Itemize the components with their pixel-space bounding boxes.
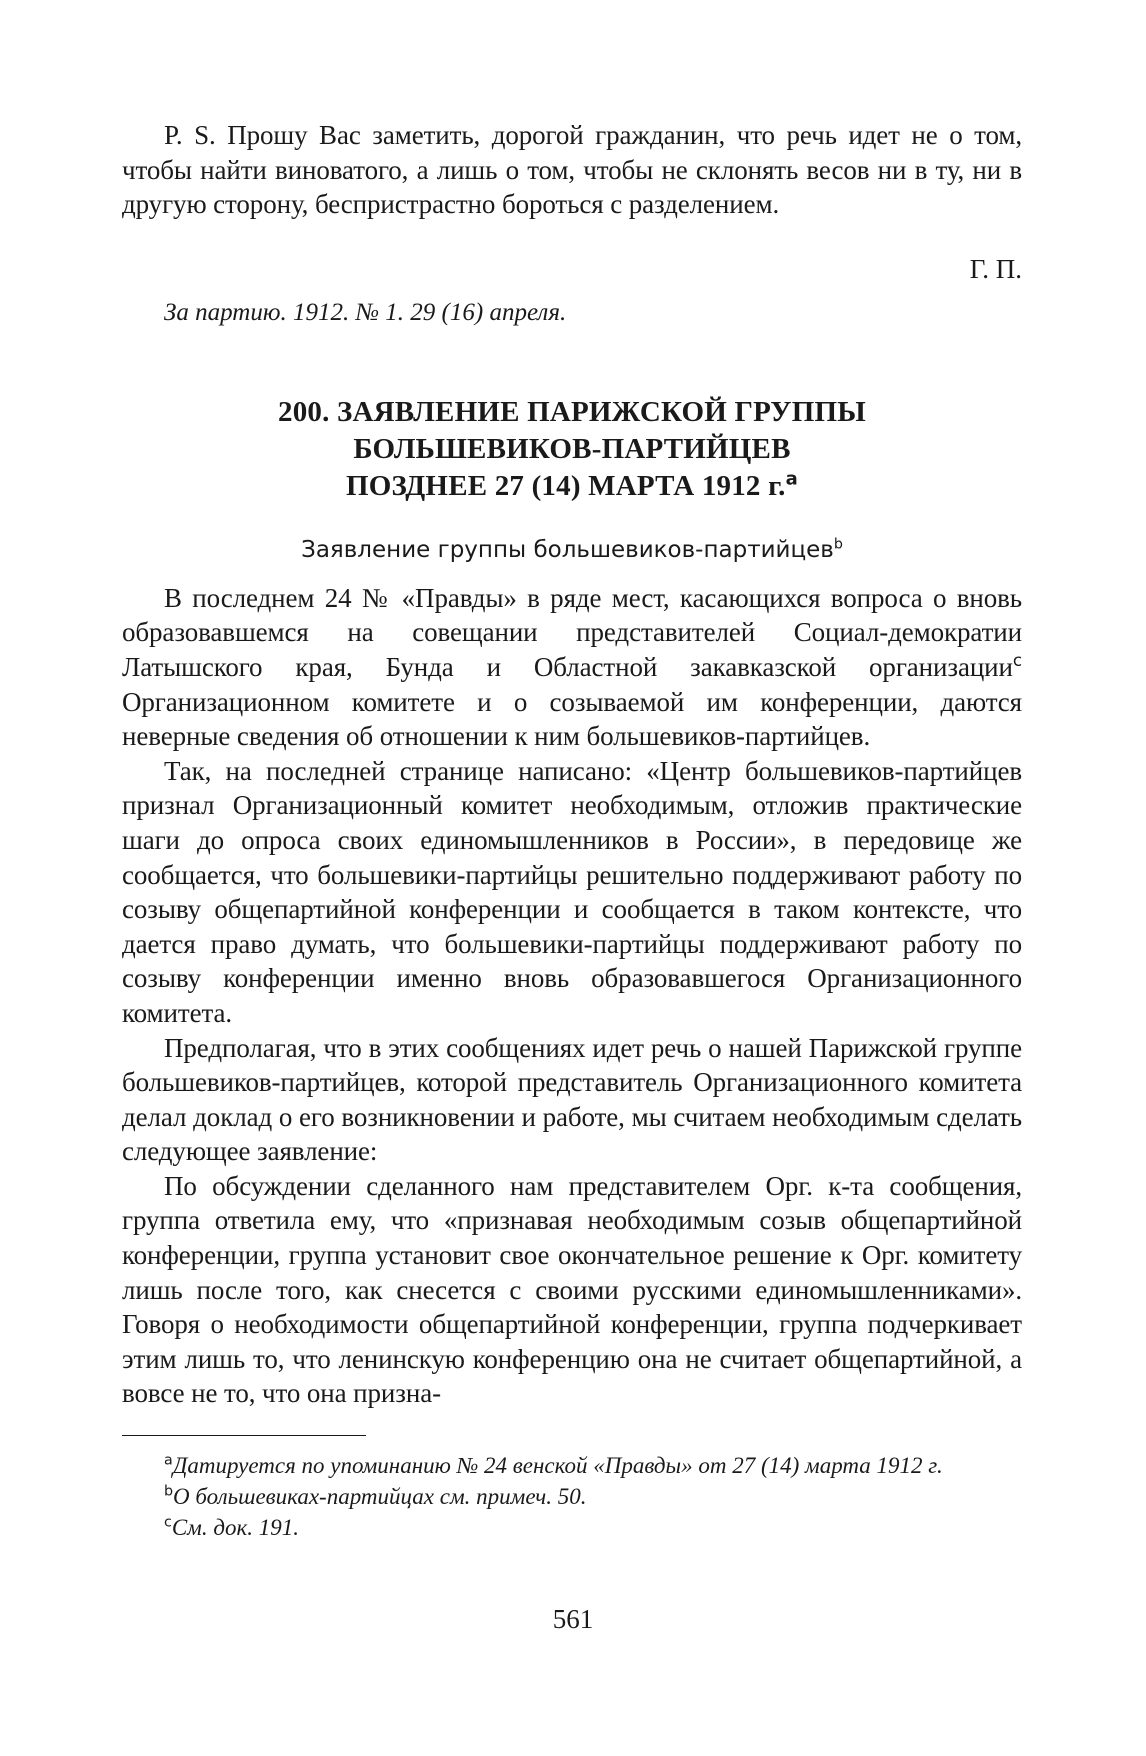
page-content: [122, 118, 1022, 1543]
footnote-c: [122, 1512, 1022, 1543]
footnote-c-mark: c: [164, 1514, 172, 1531]
subtitle-text: Заявление группы большевиков-партийцев: [301, 536, 834, 563]
title-line-3: [122, 468, 1022, 505]
body-paragraph-2: Так, на последней странице написано: «Центр большевиков-партийцев признал Организационный комитет необходимым, отложив практические шаги до опроса своих единомышленников в России», в передовице же сообщается, что большевики-партийцы решительно поддерживают работу по созыву общепартийной конференции и сообщается в таком контексте, что дается право думать, что большевики-партийцы поддерживают работу по созыву конференции именно вновь образовавшегося Организационного комитета.: [122, 755, 1022, 1028]
title-line-3-text: ПОЗДНЕЕ 27 (14) МАРТА 1912 г.: [346, 469, 786, 502]
body-paragraph-3: Предполагая, что в этих сообщениях идет речь о нашей Парижской группе большевиков-партийцев, которой представитель Организационного комитета делал доклад о его возникновении и работе, мы считаем необходимым сделать следующее заявление:: [122, 1032, 1022, 1167]
postscript-paragraph: P. S. Прошу Вас заметить, дорогой гражданин, что речь идет не о том, чтобы найти виноватого, а лишь о том, чтобы не склонять весов ни в ту, ни в другую сторону, беспристрастно бороться с разделением.: [122, 120, 1022, 220]
footnote-a: [122, 1450, 1022, 1481]
footnote-b: [122, 1481, 1022, 1512]
footnote-c-text: См. док. 191.: [171, 1515, 300, 1541]
paragraph-1-part-2: Организационном комитете и о созываемой им конференции, даются неверные сведения об отношении к ним большевиков-партийцев.: [122, 686, 1022, 752]
footnote-ref-a: a: [785, 468, 798, 490]
page-number: 561: [552, 1604, 594, 1634]
body-paragraph-4: По обсуждении сделанного нам представителем Орг. к-та сообщения, группа ответила ему, что «признавая необходимым созыв общепартийной конференции, группа установит свое окончательное решение к Орг. комитету лишь после того, как снесется с своими русскими единомышленниками». Говоря о необходимости общепартийной конференции, группа подчеркивает этим лишь то, что ленинскую конференцию она не считает общепартийной, а вовсе не то, что она призна-: [122, 1170, 1022, 1409]
document-subtitle: [122, 533, 1022, 567]
footnote-b-text: О большевиках-партийцах см. примеч. 50.: [173, 1484, 587, 1510]
footnote-ref-b: b: [833, 536, 843, 553]
footnote-ref-c: c: [1012, 649, 1022, 670]
signature: Г. П.: [969, 253, 1022, 284]
document-title: [122, 394, 1022, 505]
title-line-1: 200. ЗАЯВЛЕНИЕ ПАРИЖСКОЙ ГРУППЫ: [278, 395, 866, 428]
source-citation: За партию. 1912. № 1. 29 (16) апреля.: [164, 298, 567, 326]
footnote-divider: [122, 1435, 366, 1436]
body-paragraph-1: [122, 581, 1022, 754]
footnote-a-mark: a: [164, 1452, 173, 1469]
footnote-b-mark: b: [164, 1483, 174, 1500]
title-line-2: БОЛЬШЕВИКОВ-ПАРТИЙЦЕВ: [353, 432, 791, 465]
paragraph-1-part-1: В последнем 24 № «Правды» в ряде мест, касающихся вопроса о вновь образовавшемся на совещании представителей Социал-демократии Латышского края, Бунда и Областной закавказской организации: [122, 582, 1022, 682]
footnote-a-text: Датируется по упоминанию № 24 венской «Правды» от 27 (14) марта 1912 г.: [172, 1453, 943, 1479]
